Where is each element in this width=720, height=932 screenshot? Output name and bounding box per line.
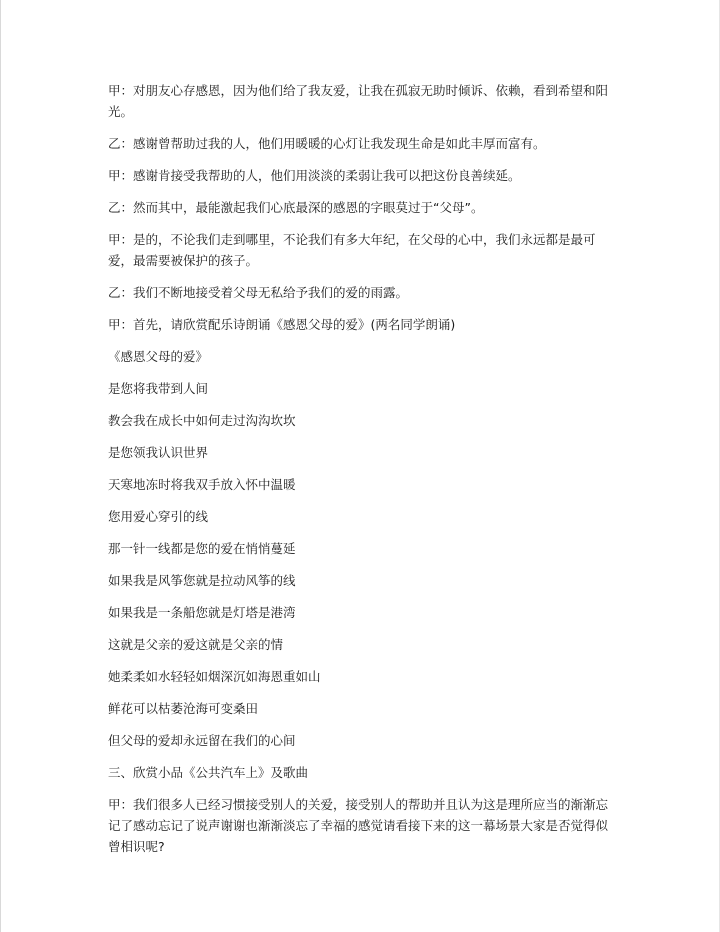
- poem-line: 是您将我带到人间: [108, 381, 209, 396]
- poem-line: 她柔柔如水轻轻如烟深沉如海恩重如山: [108, 669, 321, 684]
- poem-line: 这就是父亲的爱这就是父亲的情: [108, 637, 284, 652]
- dialogue-paragraph: 乙：感谢曾帮助过我的人，他们用暖暖的心灯让我发现生命是如此丰厚而富有。: [108, 136, 546, 151]
- poem-title: 《感恩父母的爱》: [108, 349, 209, 364]
- dialogue-paragraph: 甲：对朋友心存感恩，因为他们给了我友爱，让我在孤寂无助时倾诉、依赖，看到希望和阳光。: [108, 83, 609, 119]
- dialogue-paragraph: 甲：首先，请欣赏配乐诗朗诵《感恩父母的爱》(两名同学朗诵): [108, 317, 456, 332]
- section-heading: 三、欣赏小品《公共汽车上》及歌曲: [108, 765, 309, 780]
- dialogue-paragraph: 乙：我们不断地接受着父母无私给予我们的爱的雨露。: [108, 285, 409, 300]
- document-body: [108, 80, 616, 857]
- dialogue-paragraph: 甲：是的，不论我们走到哪里，不论我们有多大年纪，在父母的心中，我们永远都是最可爱，最需要被保护的孩子。: [108, 232, 596, 268]
- dialogue-paragraph: 甲：我们很多人已经习惯接受别人的关爱，接受别人的帮助并且认为这是理所应当的渐渐忘记了感动忘记了说声谢谢也渐渐淡忘了幸福的感觉请看接下来的这一幕场景大家是否觉得似曾相识呢?: [108, 797, 609, 854]
- poem-line: 天寒地冻时将我双手放入怀中温暖: [108, 477, 296, 492]
- poem-line: 教会我在成长中如何走过沟沟坎坎: [108, 413, 296, 428]
- dialogue-paragraph: 乙：然而其中，最能激起我们心底最深的感恩的字眼莫过于“父母”。: [108, 200, 484, 215]
- poem-line: 如果我是风筝您就是拉动风筝的线: [108, 573, 296, 588]
- poem-line: 但父母的爱却永远留在我们的心间: [108, 733, 296, 748]
- poem-line: 您用爱心穿引的线: [108, 509, 209, 524]
- poem-line: 那一针一线都是您的爱在悄悄蔓延: [108, 541, 296, 556]
- dialogue-paragraph: 甲：感谢肯接受我帮助的人，他们用淡淡的柔弱让我可以把这份良善续延。: [108, 168, 521, 183]
- poem-line: 如果我是一条船您就是灯塔是港湾: [108, 605, 296, 620]
- poem-line: 鲜花可以枯萎沧海可变桑田: [108, 701, 259, 716]
- poem-line: 是您领我认识世界: [108, 445, 209, 460]
